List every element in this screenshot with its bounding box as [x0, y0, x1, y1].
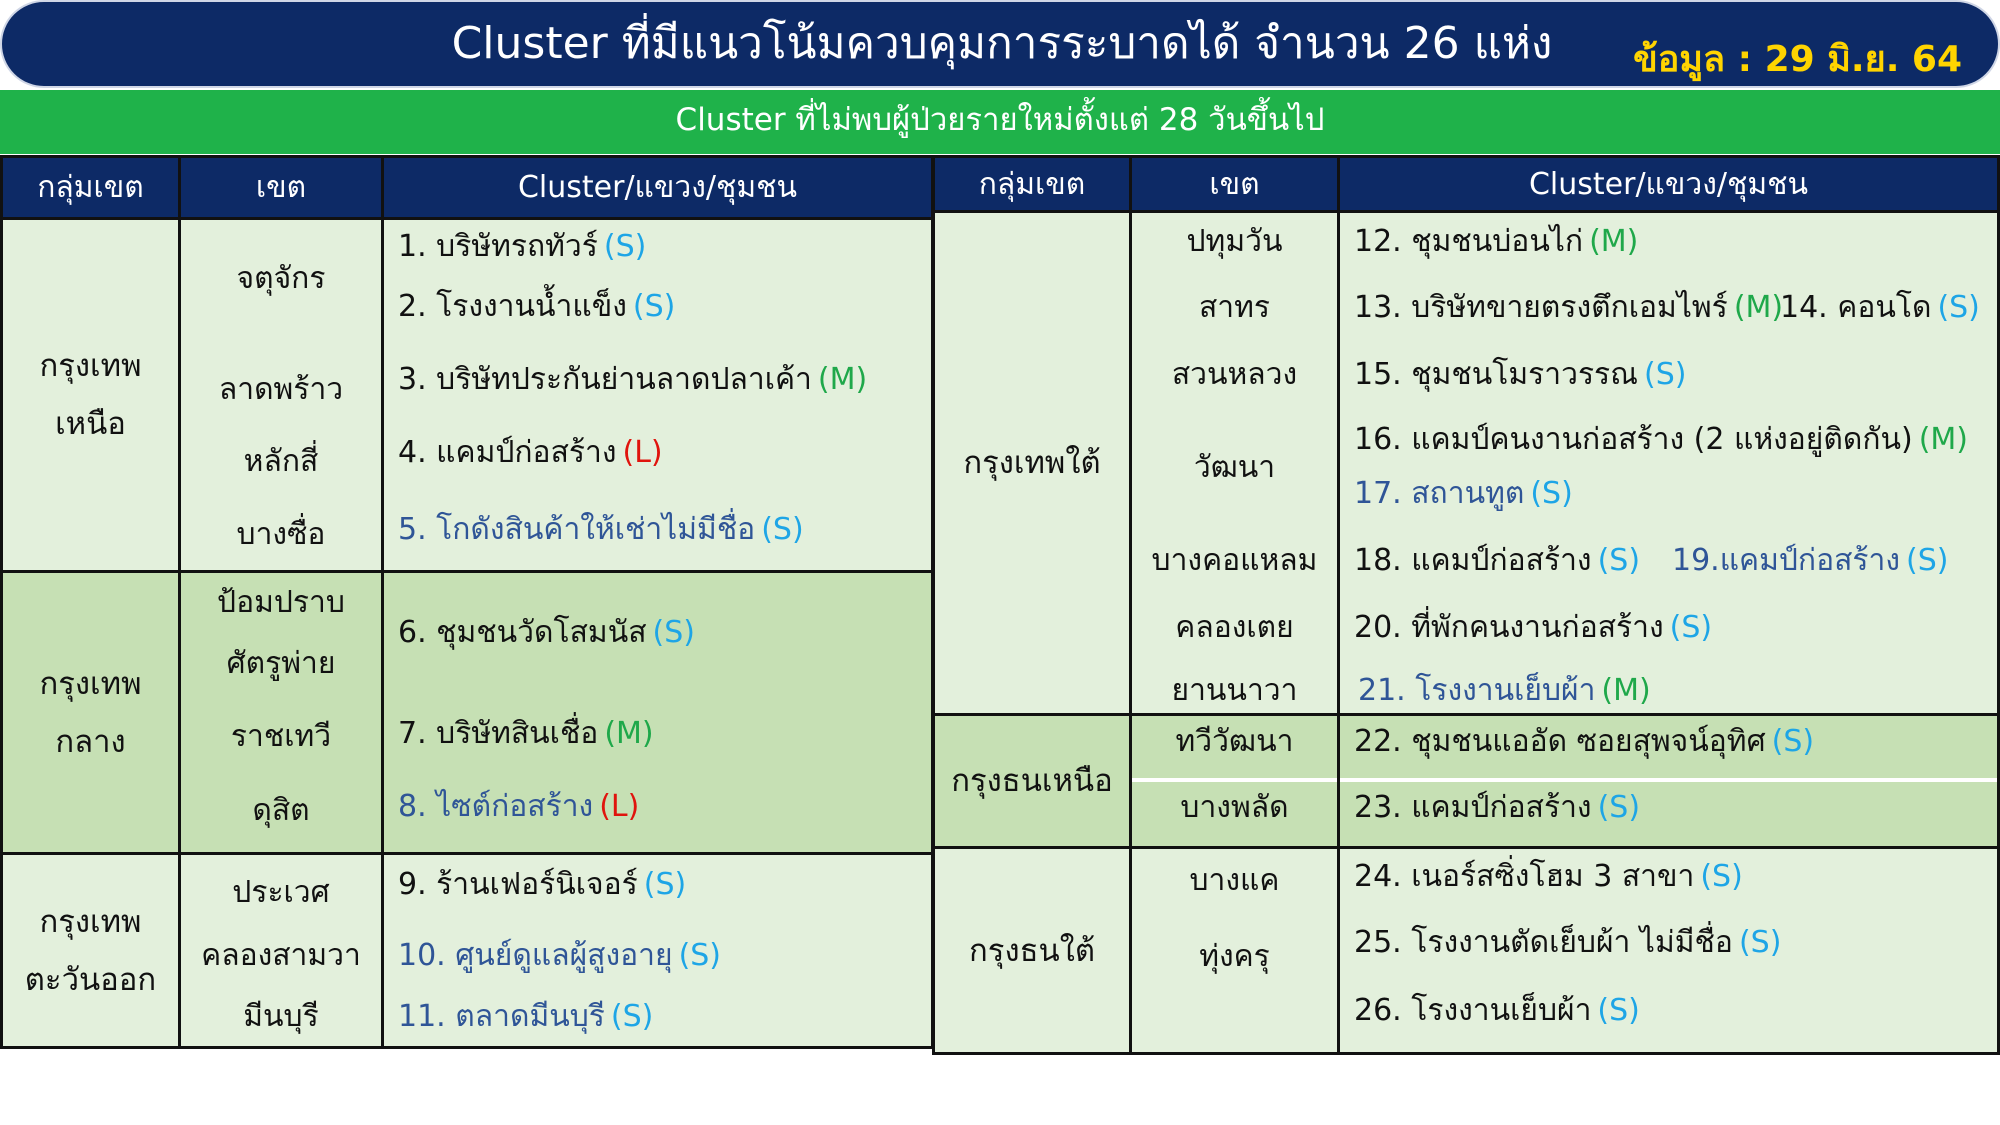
cluster-item: 16. แคมป์คนงานก่อสร้าง (2 แห่งอยู่ติดกัน) (M) — [1354, 422, 1969, 457]
district-label: ประเวศ — [232, 875, 330, 910]
district-label: ราชเทวี — [230, 719, 332, 754]
size-code: (S) — [1597, 790, 1641, 825]
size-code: (S) — [1906, 543, 1949, 578]
cluster-cell — [384, 855, 931, 1046]
district-cell — [181, 220, 381, 570]
zone-group-label: กรุงเทพใต้ — [963, 445, 1101, 481]
zone-group-cell — [3, 220, 178, 570]
district-label: หลักสี่ — [243, 444, 319, 479]
cluster-item: 17. สถานทูต (S) — [1354, 476, 1573, 511]
cluster-item: 24. เนอร์สซิ่งโฮม 3 สาขา (S) — [1354, 859, 1743, 894]
size-code: (S) — [632, 289, 676, 324]
size-code: (S) — [652, 615, 695, 650]
cluster-item: 15. ชุมชนโมราวรรณ (S) — [1354, 357, 1687, 392]
cluster-cell — [1340, 849, 1997, 1052]
district-label: บางพลัด — [1180, 790, 1289, 825]
zone-group-cell — [935, 849, 1129, 1052]
zone-group-label: กรุงเทพ เหนือ — [39, 348, 142, 442]
zone-group-cell — [935, 213, 1129, 713]
zone-group-cell — [3, 855, 178, 1046]
district-cell — [1132, 849, 1337, 1052]
district-label: ยานนาวา — [1171, 673, 1298, 708]
cluster-cell — [384, 573, 931, 852]
title-bar — [0, 0, 2000, 88]
subtitle-bar — [0, 90, 2000, 154]
district-label: ลาดพร้าว — [218, 372, 344, 407]
district-cell — [181, 855, 381, 1046]
district-label: คลองเตย — [1175, 610, 1294, 645]
size-code: (S) — [1771, 724, 1815, 759]
column-header-district: เขต — [181, 158, 381, 217]
size-code: (S) — [603, 229, 647, 264]
district-cell — [181, 573, 381, 852]
district-label: ทุ่งครุ — [1199, 939, 1270, 974]
district-label: ป้อมปราบ — [217, 585, 345, 620]
row-divider — [1132, 778, 1337, 782]
page-subtitle: Cluster ที่ไม่พบผู้ป่วยรายใหม่ตั้งแต่ 28 วันขึ้นไป — [675, 102, 1325, 138]
zone-group-label: กรุงเทพ กลาง — [39, 665, 142, 760]
district-label: สาทร — [1198, 290, 1271, 325]
size-code: (S) — [1530, 476, 1573, 511]
column-header-cluster: Cluster/แขวง/ชุมชน — [1340, 158, 1997, 210]
cluster-item: 13. บริษัทขายตรงตึกเอมไพร์ (M) — [1354, 290, 1784, 325]
cluster-item: 26. โรงงานเย็บผ้า (S) — [1354, 993, 1640, 1028]
page-title: Cluster ที่มีแนวโน้มควบคุมการระบาดได้ จำนวน 26 แห่ง — [451, 18, 1553, 69]
cluster-item: 14. คอนโด (S) — [1780, 290, 1980, 325]
district-label: ทวีวัฒนา — [1175, 724, 1294, 759]
column-header-cluster: Cluster/แขวง/ชุมชน — [384, 158, 931, 217]
district-cell — [1132, 213, 1337, 713]
size-code: (L) — [599, 789, 640, 824]
cluster-table-right — [932, 155, 2000, 1055]
cluster-item: 5. โกดังสินค้าให้เช่าไม่มีชื่อ (S) — [398, 512, 804, 547]
size-code: (M) — [1733, 290, 1784, 325]
cluster-item: 20. ที่พักคนงานก่อสร้าง (S) — [1354, 610, 1713, 645]
cluster-cell — [1340, 716, 1997, 846]
cluster-item: 6. ชุมชนวัดโสมนัส (S) — [398, 615, 695, 650]
size-code: (S) — [761, 512, 804, 547]
zone-group-label: กรุงธนใต้ — [969, 932, 1095, 969]
cluster-item: 22. ชุมชนแออัด ซอยสุพจน์อุทิศ (S) — [1354, 724, 1815, 759]
cluster-item: 21. โรงงานเย็บผ้า (M) — [1358, 673, 1651, 708]
cluster-item: 7. บริษัทสินเชื่อ (M) — [398, 716, 654, 751]
size-code: (S) — [1644, 357, 1687, 392]
district-label: จตุจักร — [236, 261, 326, 296]
cluster-item: 12. ชุมชนบ่อนไก่ (M) — [1354, 224, 1639, 259]
zone-group-cell — [935, 716, 1129, 846]
size-code: (S) — [1597, 993, 1640, 1028]
size-code: (S) — [1669, 610, 1713, 645]
district-label: คลองสามวา — [201, 938, 361, 973]
size-code: (S) — [1597, 543, 1641, 578]
size-code: (S) — [1937, 290, 1980, 325]
size-code: (L) — [622, 435, 663, 470]
district-label: ศัตรูพ่าย — [226, 646, 336, 681]
district-label: บางแค — [1189, 863, 1280, 898]
row-divider — [1340, 778, 1997, 782]
size-code: (S) — [1738, 925, 1782, 960]
cluster-item: 19.แคมป์ก่อสร้าง (S) — [1672, 543, 1949, 578]
zone-group-cell — [3, 573, 178, 852]
cluster-item: 23. แคมป์ก่อสร้าง (S) — [1354, 790, 1641, 825]
district-cell — [1132, 716, 1337, 846]
column-header-zone-group: กลุ่มเขต — [935, 158, 1129, 210]
cluster-item: 8. ไซต์ก่อสร้าง (L) — [398, 789, 640, 824]
district-label: วัฒนา — [1193, 450, 1276, 485]
size-code: (S) — [1700, 859, 1743, 894]
size-code: (M) — [817, 362, 868, 397]
size-code: (S) — [678, 938, 722, 973]
district-label: สวนหลวง — [1171, 357, 1298, 392]
cluster-cell — [1340, 213, 1997, 713]
district-label: ดุสิต — [252, 793, 310, 828]
column-header-district: เขต — [1132, 158, 1337, 210]
cluster-item: 18. แคมป์ก่อสร้าง (S) — [1354, 543, 1641, 578]
size-code: (M) — [1918, 422, 1969, 457]
size-code: (M) — [1589, 224, 1639, 259]
cluster-item: 3. บริษัทประกันย่านลาดปลาเค้า (M) — [398, 362, 868, 397]
cluster-item: 4. แคมป์ก่อสร้าง (L) — [398, 435, 663, 470]
column-header-zone-group: กลุ่มเขต — [3, 158, 178, 217]
cluster-item: 1. บริษัทรถทัวร์ (S) — [398, 229, 647, 264]
data-date: ข้อมูล : 29 มิ.ย. 64 — [1633, 39, 1962, 80]
size-code: (M) — [1601, 673, 1651, 708]
size-code: (S) — [643, 867, 687, 902]
cluster-item: 2. โรงงานน้ำแข็ง (S) — [398, 289, 676, 324]
size-code: (M) — [604, 716, 654, 751]
cluster-cell — [384, 220, 931, 570]
cluster-item: 25. โรงงานตัดเย็บผ้า ไม่มีชื่อ (S) — [1354, 925, 1782, 960]
zone-group-label: กรุงเทพ ตะวันออก — [24, 903, 157, 998]
cluster-table-left — [0, 155, 934, 1049]
zone-group-label: กรุงธนเหนือ — [951, 763, 1113, 799]
district-label: บางซื่อ — [236, 517, 326, 552]
district-label: ปทุมวัน — [1186, 224, 1283, 259]
cluster-item: 11. ตลาดมีนบุรี (S) — [398, 999, 654, 1034]
district-label: บางคอแหลม — [1151, 543, 1318, 578]
cluster-item: 10. ศูนย์ดูแลผู้สูงอายุ (S) — [398, 938, 722, 973]
size-code: (S) — [610, 999, 654, 1034]
cluster-item: 9. ร้านเฟอร์นิเจอร์ (S) — [398, 867, 687, 902]
district-label: มีนบุรี — [243, 999, 319, 1034]
